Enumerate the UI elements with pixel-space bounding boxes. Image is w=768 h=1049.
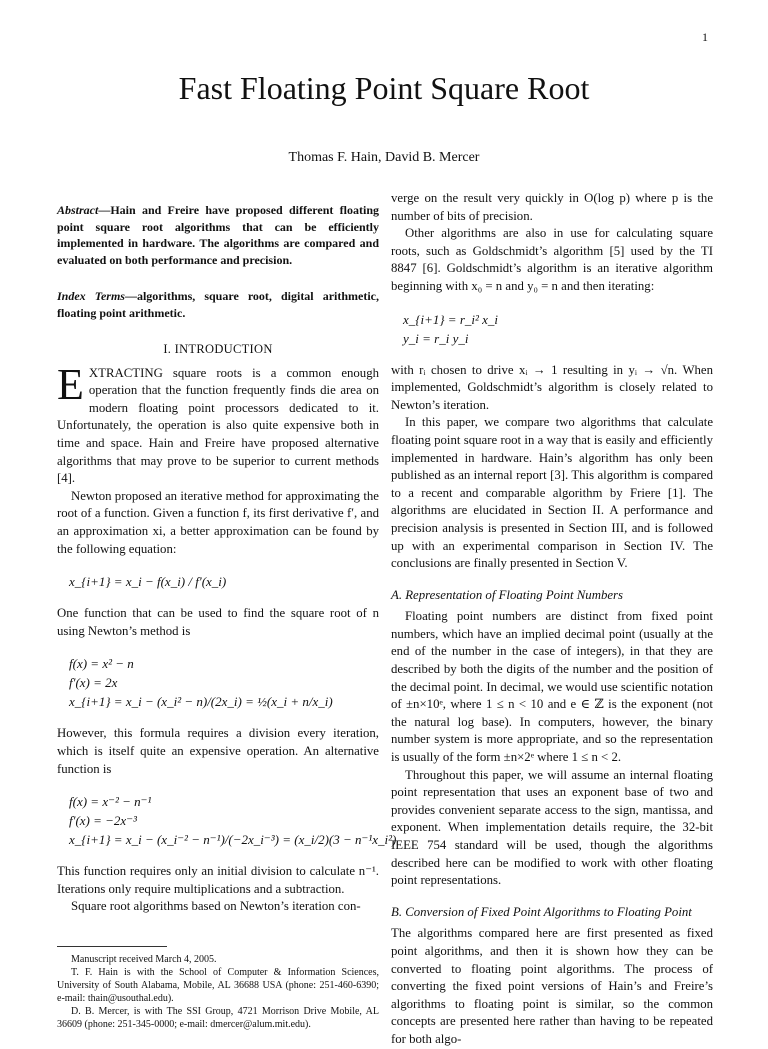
equation-line: f′(x) = −2x⁻³ [69,813,137,829]
intro-paragraph-5: This function requires only an initial division to calculate n⁻¹. Iterations only require multiplications and a subtraction. [57,864,379,896]
paper-title: Fast Floating Point Square Root [178,70,590,106]
abstract-label: Abstract [57,203,99,217]
index-terms-label: Index Terms [57,289,125,303]
right-paragraph-5: Floating point numbers are distinct from fixed point numbers, which have an implied decimal point (usually at the end of the number in the case of integers), in that they are described by both the digits of the number and the position of the decimal point. In decimal, we would use scientific notation of ±n×10ᵉ, where 1 ≤ n < 10 and e ∈ ℤ is the exponent (not the natural log base). In computers, however, the binary number system is more appropriate, and so the representation is usually of the form ±n×2ᵉ where 1 ≤ n < 2. [391,609,713,765]
dropcap: E [57,359,84,409]
left-column [57,190,397,1031]
subsection-heading-b: B. Conversion of Fixed Point Algorithms to Floating Point [391,904,692,919]
abstract: Abstract—Hain and Freire have proposed different floating point square root algorithms that can be efficiently implemented in hardware. The algorithms are compared and evaluated on both performance and precision. [57,203,379,267]
index-terms-text: algorithms, square root, digital arithmetic, floating point arithmetic. [57,289,379,320]
intro-paragraph-1 [57,359,379,488]
footnote-hain: T. F. Hain is with the School of Computer & Information Sciences, University of South Alabama, Mobile, AL 36688 USA (phone: 251-460-6390; e-mail: thain@usouthal.edu). [57,966,379,1004]
equation-line: f′(x) = 2x [69,675,118,691]
abstract-text: Hain and Freire have proposed different floating point square root algorithms that can be efficiently implemented in hardware. The algorithms are compared and evaluated on both performance and precision. [57,203,379,267]
page-number: 1 [702,30,708,44]
intro-paragraph-1-text: XTRACTING square roots is a common enough operation that the function frequently finds die area on modern floating point processors dedicated to it. Unfortunately, the operation is also quite expensive both in time and space. Hain and Freire have proposed alternative algorithms that may prove to be superior to current methods [4]. [57,365,379,486]
right-paragraph-3: with rᵢ chosen to drive xᵢ → 1 resulting in yᵢ → √n. When implemented, Goldschmidt’s algorithm is closely related to Newton’s iteration. [391,362,713,412]
right-column [391,190,713,1049]
footnote-divider [57,946,167,947]
intro-paragraph-4: However, this formula requires a division every iteration, which is itself quite an expensive operation. An alternative function is [57,726,379,776]
equation-line: x_{i+1} = r_i² x_i [403,311,499,327]
footnote-received: Manuscript received March 4, 2005. [71,953,217,965]
intro-paragraph-2: Newton proposed an iterative method for approximating the root of a function. Given a function f, its first derivative f′, and an approximation xi, a better approximation can be found by the following equation: [57,488,379,556]
equation-inverse [69,792,397,849]
equation-line: x_{i+1} = x_i − (x_i² − n)/(2x_i) = ½(x_i + n/x_i) [69,694,333,710]
footnote-mercer: D. B. Mercer, is with The SSI Group, 4721 Morrison Drive Mobile, AL 36609 (phone: 251-345-0000; e-mail: dmercer@alum.mit.edu). [57,1005,379,1030]
equation-goldschmidt [403,310,713,348]
right-paragraph-1: verge on the result very quickly in O(log p) where p is the number of bits of precision. [391,191,713,223]
equation-newton-line: x_{i+1} = x_i − f(x_i) / f′(x_i) [69,574,227,590]
right-paragraph-6: Throughout this paper, we will assume an internal floating point representation that uses an exponent base of two and provides convenient separate access to the sign, mantissa, and exponent. When implementation details require, the 32-bit IEEE 754 standard will be used, though the algorithms described here can be modified to work with other floating point representations. [391,767,713,888]
section-heading-introduction: I. INTRODUCTION [163,342,273,356]
right-paragraph-4: In this paper, we compare two algorithms that calculate floating point square root in a way that is easily and efficiently implemented in hardware. Hain’s algorithm has only been published as an internal report [3]. This algorithm is compared to a recent and comparable algorithm by Friere [1]. The algorithms are elucidated in Section II. A performance and precision analysis is presented in Section III, and is followed up with an experimental comparison in Section IV. The conclusions are finally presented in Section V. [391,415,713,571]
equation-line: y_i = r_i y_i [403,330,469,346]
authors: Thomas F. Hain, David B. Mercer [288,150,480,165]
equation-line: f(x) = x² − n [69,656,134,672]
equation-square [69,654,379,711]
index-terms: Index Terms—algorithms, square root, digital arithmetic, floating point arithmetic. [57,289,379,320]
equation-newton [69,572,379,591]
right-paragraph-2: Other algorithms are also in use for calculating square roots, such as Goldschmidt’s algorithm [5] used by the TI 8847 [6]. Goldschmidt’s algorithm is an iterative algorithm beginning with x₀ = n and y₀ = n and then iterating: [391,226,713,293]
subsection-heading-a: A. Representation of Floating Point Numbers [391,587,623,602]
right-paragraph-7: The algorithms compared here are first presented as fixed point algorithms, and then it is shown how they can be converted to floating point algorithms. The process of converting the fixed point versions of Hain’s and Freire’s algorithms to floating point is similar, so the common concepts are presented here rather than having to be repeated for both algo- [391,926,713,1046]
equation-line: x_{i+1} = x_i − (x_i⁻² − n⁻¹)/(−2x_i⁻³) = (x_i/2)(3 − n⁻¹x_i²) [69,832,397,848]
intro-paragraph-6: Square root algorithms based on Newton’s iteration con- [71,899,361,914]
equation-line: f(x) = x⁻² − n⁻¹ [69,794,152,810]
intro-paragraph-3: One function that can be used to find the square root of n using Newton’s method is [57,606,379,638]
